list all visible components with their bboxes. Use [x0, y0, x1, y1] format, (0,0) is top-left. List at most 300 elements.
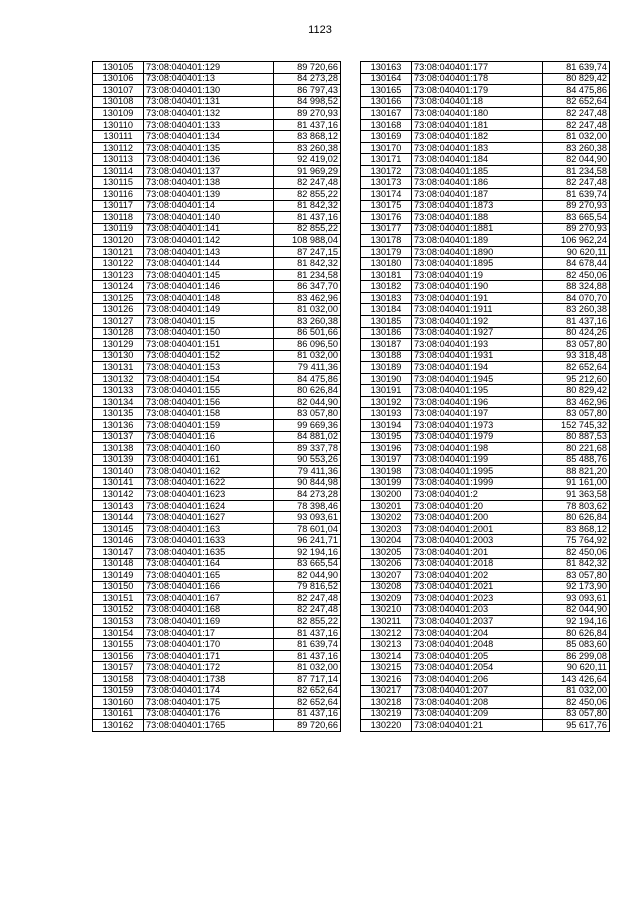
cadastral-number-cell: 73:08:040401:151	[144, 339, 274, 351]
value-cell: 81 639,74	[274, 639, 341, 651]
table-row	[93, 697, 341, 709]
cadastral-number-cell: 73:08:040401:2048	[412, 639, 543, 651]
value-cell: 83 665,54	[543, 212, 610, 224]
cadastral-number-cell: 73:08:040401:1973	[412, 419, 543, 431]
value-cell: 89 720,66	[274, 720, 341, 732]
row-number-cell: 130191	[361, 385, 412, 397]
cadastral-number-cell: 73:08:040401:18	[412, 96, 543, 108]
table-row	[93, 373, 341, 385]
cadastral-number-cell: 73:08:040401:150	[144, 327, 274, 339]
value-cell: 90 553,26	[274, 454, 341, 466]
table-body-left	[93, 62, 341, 732]
value-cell: 82 247,48	[543, 108, 610, 120]
value-cell: 80 626,84	[543, 512, 610, 524]
value-cell: 82 652,64	[274, 685, 341, 697]
value-cell: 80 829,42	[543, 385, 610, 397]
table-row	[361, 396, 610, 408]
cadastral-number-cell: 73:08:040401:181	[412, 119, 543, 131]
row-number-cell: 130150	[93, 581, 144, 593]
table-row	[93, 454, 341, 466]
cadastral-table-left	[92, 61, 341, 732]
row-number-cell: 130119	[93, 223, 144, 235]
row-number-cell: 130158	[93, 673, 144, 685]
cadastral-number-cell: 73:08:040401:159	[144, 419, 274, 431]
value-cell: 89 270,93	[274, 108, 341, 120]
cadastral-number-cell: 73:08:040401:174	[144, 685, 274, 697]
table-row	[93, 85, 341, 97]
table-row	[361, 685, 610, 697]
cadastral-number-cell: 73:08:040401:2054	[412, 662, 543, 674]
value-cell: 89 270,93	[543, 200, 610, 212]
row-number-cell: 130203	[361, 523, 412, 535]
cadastral-number-cell: 73:08:040401:188	[412, 212, 543, 224]
cadastral-number-cell: 73:08:040401:192	[412, 316, 543, 328]
value-cell: 86 797,43	[274, 85, 341, 97]
cadastral-number-cell: 73:08:040401:132	[144, 108, 274, 120]
row-number-cell: 130109	[93, 108, 144, 120]
value-cell: 81 032,00	[274, 304, 341, 316]
cadastral-number-cell: 73:08:040401:172	[144, 662, 274, 674]
row-number-cell: 130152	[93, 604, 144, 616]
cadastral-number-cell: 73:08:040401:20	[412, 500, 543, 512]
value-cell: 81 032,00	[543, 131, 610, 143]
table-row	[361, 177, 610, 189]
table-row	[93, 292, 341, 304]
cadastral-number-cell: 73:08:040401:140	[144, 212, 274, 224]
row-number-cell: 130181	[361, 269, 412, 281]
row-number-cell: 130131	[93, 362, 144, 374]
row-number-cell: 130192	[361, 396, 412, 408]
value-cell: 92 194,16	[274, 546, 341, 558]
row-number-cell: 130114	[93, 165, 144, 177]
table-row	[361, 350, 610, 362]
row-number-cell: 130213	[361, 639, 412, 651]
row-number-cell: 130124	[93, 281, 144, 293]
cadastral-number-cell: 73:08:040401:202	[412, 570, 543, 582]
table-row	[361, 627, 610, 639]
value-cell: 86 299,08	[543, 650, 610, 662]
table-row	[93, 131, 341, 143]
table-row	[361, 616, 610, 628]
table-row	[361, 408, 610, 420]
cadastral-number-cell: 73:08:040401:1738	[144, 673, 274, 685]
row-number-cell: 130156	[93, 650, 144, 662]
table-row	[93, 316, 341, 328]
row-number-cell: 130166	[361, 96, 412, 108]
table-row	[93, 200, 341, 212]
value-cell: 82 247,48	[543, 119, 610, 131]
value-cell: 83 260,38	[543, 142, 610, 154]
cadastral-number-cell: 73:08:040401:1627	[144, 512, 274, 524]
row-number-cell: 130160	[93, 697, 144, 709]
table-row	[93, 419, 341, 431]
value-cell: 80 887,53	[543, 431, 610, 443]
table-row	[361, 466, 610, 478]
table-row	[93, 189, 341, 201]
cadastral-number-cell: 73:08:040401:144	[144, 258, 274, 270]
value-cell: 81 639,74	[543, 62, 610, 74]
cadastral-number-cell: 73:08:040401:193	[412, 339, 543, 351]
table-row	[361, 73, 610, 85]
table-row	[361, 62, 610, 74]
cadastral-number-cell: 73:08:040401:16	[144, 431, 274, 443]
table-row	[361, 165, 610, 177]
cadastral-number-cell: 73:08:040401:1931	[412, 350, 543, 362]
cadastral-number-cell: 73:08:040401:1765	[144, 720, 274, 732]
row-number-cell: 130177	[361, 223, 412, 235]
cadastral-number-cell: 73:08:040401:17	[144, 627, 274, 639]
cadastral-number-cell: 73:08:040401:191	[412, 292, 543, 304]
row-number-cell: 130122	[93, 258, 144, 270]
table-row	[361, 720, 610, 732]
cadastral-number-cell: 73:08:040401:131	[144, 96, 274, 108]
table-row	[361, 200, 610, 212]
row-number-cell: 130106	[93, 73, 144, 85]
cadastral-number-cell: 73:08:040401:146	[144, 281, 274, 293]
table-row	[361, 431, 610, 443]
table-row	[93, 96, 341, 108]
cadastral-number-cell: 73:08:040401:169	[144, 616, 274, 628]
table-row	[361, 108, 610, 120]
value-cell: 79 816,52	[274, 581, 341, 593]
cadastral-number-cell: 73:08:040401:1911	[412, 304, 543, 316]
row-number-cell: 130132	[93, 373, 144, 385]
cadastral-number-cell: 73:08:040401:155	[144, 385, 274, 397]
table-row	[93, 720, 341, 732]
table-row	[93, 616, 341, 628]
value-cell: 82 247,48	[274, 593, 341, 605]
cadastral-number-cell: 73:08:040401:162	[144, 466, 274, 478]
cadastral-number-cell: 73:08:040401:13	[144, 73, 274, 85]
value-cell: 91 161,00	[543, 477, 610, 489]
table-row	[93, 443, 341, 455]
value-cell: 93 318,48	[543, 350, 610, 362]
row-number-cell: 130219	[361, 708, 412, 720]
table-row	[93, 362, 341, 374]
value-cell: 82 044,90	[274, 396, 341, 408]
table-row	[93, 304, 341, 316]
table-row	[361, 500, 610, 512]
table-row	[361, 327, 610, 339]
row-number-cell: 130134	[93, 396, 144, 408]
value-cell: 81 842,32	[274, 258, 341, 270]
row-number-cell: 130205	[361, 546, 412, 558]
table-row	[361, 189, 610, 201]
table-row	[93, 258, 341, 270]
table-row	[361, 581, 610, 593]
cadastral-number-cell: 73:08:040401:209	[412, 708, 543, 720]
value-cell: 82 855,22	[274, 223, 341, 235]
cadastral-number-cell: 73:08:040401:149	[144, 304, 274, 316]
cadastral-number-cell: 73:08:040401:176	[144, 708, 274, 720]
row-number-cell: 130175	[361, 200, 412, 212]
row-number-cell: 130184	[361, 304, 412, 316]
row-number-cell: 130186	[361, 327, 412, 339]
table-row	[361, 697, 610, 709]
value-cell: 78 601,04	[274, 523, 341, 535]
value-cell: 82 450,06	[543, 269, 610, 281]
value-cell: 83 462,96	[274, 292, 341, 304]
row-number-cell: 130110	[93, 119, 144, 131]
row-number-cell: 130204	[361, 535, 412, 547]
cadastral-number-cell: 73:08:040401:2003	[412, 535, 543, 547]
cadastral-table-right	[360, 61, 610, 732]
cadastral-number-cell: 73:08:040401:160	[144, 443, 274, 455]
table-row	[361, 489, 610, 501]
table-row	[93, 62, 341, 74]
value-cell: 80 626,84	[543, 627, 610, 639]
row-number-cell: 130202	[361, 512, 412, 524]
cadastral-number-cell: 73:08:040401:1927	[412, 327, 543, 339]
cadastral-number-cell: 73:08:040401:201	[412, 546, 543, 558]
value-cell: 91 363,58	[543, 489, 610, 501]
value-cell: 84 070,70	[543, 292, 610, 304]
row-number-cell: 130163	[361, 62, 412, 74]
value-cell: 86 501,66	[274, 327, 341, 339]
row-number-cell: 130190	[361, 373, 412, 385]
table-row	[361, 85, 610, 97]
cadastral-number-cell: 73:08:040401:186	[412, 177, 543, 189]
table-row	[93, 212, 341, 224]
table-row	[361, 443, 610, 455]
value-cell: 83 260,38	[274, 142, 341, 154]
table-row	[93, 512, 341, 524]
table-row	[93, 223, 341, 235]
cadastral-number-cell: 73:08:040401:164	[144, 558, 274, 570]
table-row	[361, 593, 610, 605]
row-number-cell: 130196	[361, 443, 412, 455]
table-row	[93, 466, 341, 478]
cadastral-number-cell: 73:08:040401:171	[144, 650, 274, 662]
table-row	[361, 385, 610, 397]
table-row	[93, 431, 341, 443]
cadastral-number-cell: 73:08:040401:198	[412, 443, 543, 455]
row-number-cell: 130155	[93, 639, 144, 651]
value-cell: 83 057,80	[274, 408, 341, 420]
cadastral-number-cell: 73:08:040401:204	[412, 627, 543, 639]
cadastral-number-cell: 73:08:040401:170	[144, 639, 274, 651]
row-number-cell: 130164	[361, 73, 412, 85]
table-row	[93, 650, 341, 662]
table-row	[93, 535, 341, 547]
cadastral-number-cell: 73:08:040401:178	[412, 73, 543, 85]
value-cell: 81 437,16	[543, 316, 610, 328]
cadastral-number-cell: 73:08:040401:143	[144, 246, 274, 258]
value-cell: 83 260,38	[274, 316, 341, 328]
row-number-cell: 130130	[93, 350, 144, 362]
table-row	[361, 96, 610, 108]
table-row	[361, 570, 610, 582]
table-row	[361, 535, 610, 547]
cadastral-number-cell: 73:08:040401:1895	[412, 258, 543, 270]
value-cell: 82 044,90	[543, 604, 610, 616]
value-cell: 89 720,66	[274, 62, 341, 74]
table-row	[361, 316, 610, 328]
table-row	[361, 558, 610, 570]
cadastral-number-cell: 73:08:040401:158	[144, 408, 274, 420]
table-row	[361, 604, 610, 616]
row-number-cell: 130178	[361, 235, 412, 247]
row-number-cell: 130173	[361, 177, 412, 189]
table-row	[93, 673, 341, 685]
table-row	[361, 373, 610, 385]
cadastral-number-cell: 73:08:040401:1635	[144, 546, 274, 558]
cadastral-number-cell: 73:08:040401:152	[144, 350, 274, 362]
table-row	[361, 362, 610, 374]
value-cell: 108 988,04	[274, 235, 341, 247]
value-cell: 83 260,38	[543, 304, 610, 316]
table-row	[93, 108, 341, 120]
row-number-cell: 130105	[93, 62, 144, 74]
row-number-cell: 130115	[93, 177, 144, 189]
value-cell: 88 324,88	[543, 281, 610, 293]
row-number-cell: 130200	[361, 489, 412, 501]
table-row	[361, 154, 610, 166]
cadastral-number-cell: 73:08:040401:1979	[412, 431, 543, 443]
cadastral-number-cell: 73:08:040401:196	[412, 396, 543, 408]
cadastral-number-cell: 73:08:040401:194	[412, 362, 543, 374]
row-number-cell: 130123	[93, 269, 144, 281]
value-cell: 83 057,80	[543, 339, 610, 351]
value-cell: 81 032,00	[274, 662, 341, 674]
row-number-cell: 130137	[93, 431, 144, 443]
cadastral-number-cell: 73:08:040401:2001	[412, 523, 543, 535]
table-row	[361, 419, 610, 431]
table-row	[361, 269, 610, 281]
row-number-cell: 130128	[93, 327, 144, 339]
row-number-cell: 130129	[93, 339, 144, 351]
value-cell: 85 083,60	[543, 639, 610, 651]
row-number-cell: 130127	[93, 316, 144, 328]
cadastral-number-cell: 73:08:040401:195	[412, 385, 543, 397]
table-row	[93, 269, 341, 281]
value-cell: 90 844,98	[274, 477, 341, 489]
row-number-cell: 130199	[361, 477, 412, 489]
table-row	[93, 396, 341, 408]
cadastral-number-cell: 73:08:040401:166	[144, 581, 274, 593]
row-number-cell: 130148	[93, 558, 144, 570]
table-row	[93, 639, 341, 651]
cadastral-number-cell: 73:08:040401:189	[412, 235, 543, 247]
row-number-cell: 130174	[361, 189, 412, 201]
row-number-cell: 130116	[93, 189, 144, 201]
row-number-cell: 130139	[93, 454, 144, 466]
table-row	[361, 639, 610, 651]
value-cell: 90 620,11	[543, 662, 610, 674]
cadastral-number-cell: 73:08:040401:205	[412, 650, 543, 662]
table-row	[361, 246, 610, 258]
row-number-cell: 130149	[93, 570, 144, 582]
cadastral-number-cell: 73:08:040401:161	[144, 454, 274, 466]
row-number-cell: 130133	[93, 385, 144, 397]
value-cell: 87 247,15	[274, 246, 341, 258]
cadastral-number-cell: 73:08:040401:2037	[412, 616, 543, 628]
table-row	[93, 235, 341, 247]
row-number-cell: 130197	[361, 454, 412, 466]
table-row	[93, 408, 341, 420]
row-number-cell: 130210	[361, 604, 412, 616]
table-row	[361, 235, 610, 247]
value-cell: 81 639,74	[543, 189, 610, 201]
value-cell: 83 057,80	[543, 708, 610, 720]
value-cell: 81 032,00	[274, 350, 341, 362]
row-number-cell: 130136	[93, 419, 144, 431]
cadastral-number-cell: 73:08:040401:203	[412, 604, 543, 616]
table-row	[93, 662, 341, 674]
row-number-cell: 130142	[93, 489, 144, 501]
value-cell: 90 620,11	[543, 246, 610, 258]
value-cell: 84 678,44	[543, 258, 610, 270]
cadastral-number-cell: 73:08:040401:145	[144, 269, 274, 281]
value-cell: 87 717,14	[274, 673, 341, 685]
value-cell: 93 093,61	[274, 512, 341, 524]
value-cell: 88 821,20	[543, 466, 610, 478]
row-number-cell: 130121	[93, 246, 144, 258]
table-row	[361, 304, 610, 316]
value-cell: 84 273,28	[274, 73, 341, 85]
row-number-cell: 130112	[93, 142, 144, 154]
value-cell: 82 652,64	[274, 697, 341, 709]
cadastral-number-cell: 73:08:040401:187	[412, 189, 543, 201]
row-number-cell: 130145	[93, 523, 144, 535]
cadastral-number-cell: 73:08:040401:177	[412, 62, 543, 74]
cadastral-number-cell: 73:08:040401:200	[412, 512, 543, 524]
table-row	[93, 685, 341, 697]
value-cell: 84 881,02	[274, 431, 341, 443]
cadastral-number-cell: 73:08:040401:142	[144, 235, 274, 247]
value-cell: 80 221,68	[543, 443, 610, 455]
cadastral-number-cell: 73:08:040401:182	[412, 131, 543, 143]
value-cell: 86 347,70	[274, 281, 341, 293]
row-number-cell: 130215	[361, 662, 412, 674]
value-cell: 82 652,64	[543, 362, 610, 374]
value-cell: 84 475,86	[543, 85, 610, 97]
row-number-cell: 130194	[361, 419, 412, 431]
row-number-cell: 130209	[361, 593, 412, 605]
value-cell: 81 437,16	[274, 650, 341, 662]
value-cell: 83 462,96	[543, 396, 610, 408]
table-row	[93, 523, 341, 535]
table-row	[361, 546, 610, 558]
table-row	[93, 165, 341, 177]
value-cell: 81 437,16	[274, 119, 341, 131]
cadastral-number-cell: 73:08:040401:133	[144, 119, 274, 131]
cadastral-number-cell: 73:08:040401:207	[412, 685, 543, 697]
value-cell: 80 626,84	[274, 385, 341, 397]
value-cell: 79 411,36	[274, 362, 341, 374]
table-row	[93, 281, 341, 293]
table-row	[93, 327, 341, 339]
value-cell: 92 194,16	[543, 616, 610, 628]
value-cell: 99 669,36	[274, 419, 341, 431]
value-cell: 84 475,86	[274, 373, 341, 385]
table-body-right	[361, 62, 610, 732]
table-row	[93, 246, 341, 258]
table-row	[93, 154, 341, 166]
value-cell: 81 234,58	[543, 165, 610, 177]
row-number-cell: 130189	[361, 362, 412, 374]
cadastral-number-cell: 73:08:040401:2021	[412, 581, 543, 593]
value-cell: 81 032,00	[543, 685, 610, 697]
value-cell: 81 437,16	[274, 212, 341, 224]
row-number-cell: 130170	[361, 142, 412, 154]
value-cell: 96 241,71	[274, 535, 341, 547]
row-number-cell: 130118	[93, 212, 144, 224]
table-row	[93, 593, 341, 605]
cadastral-number-cell: 73:08:040401:199	[412, 454, 543, 466]
value-cell: 81 234,58	[274, 269, 341, 281]
table-row	[361, 339, 610, 351]
